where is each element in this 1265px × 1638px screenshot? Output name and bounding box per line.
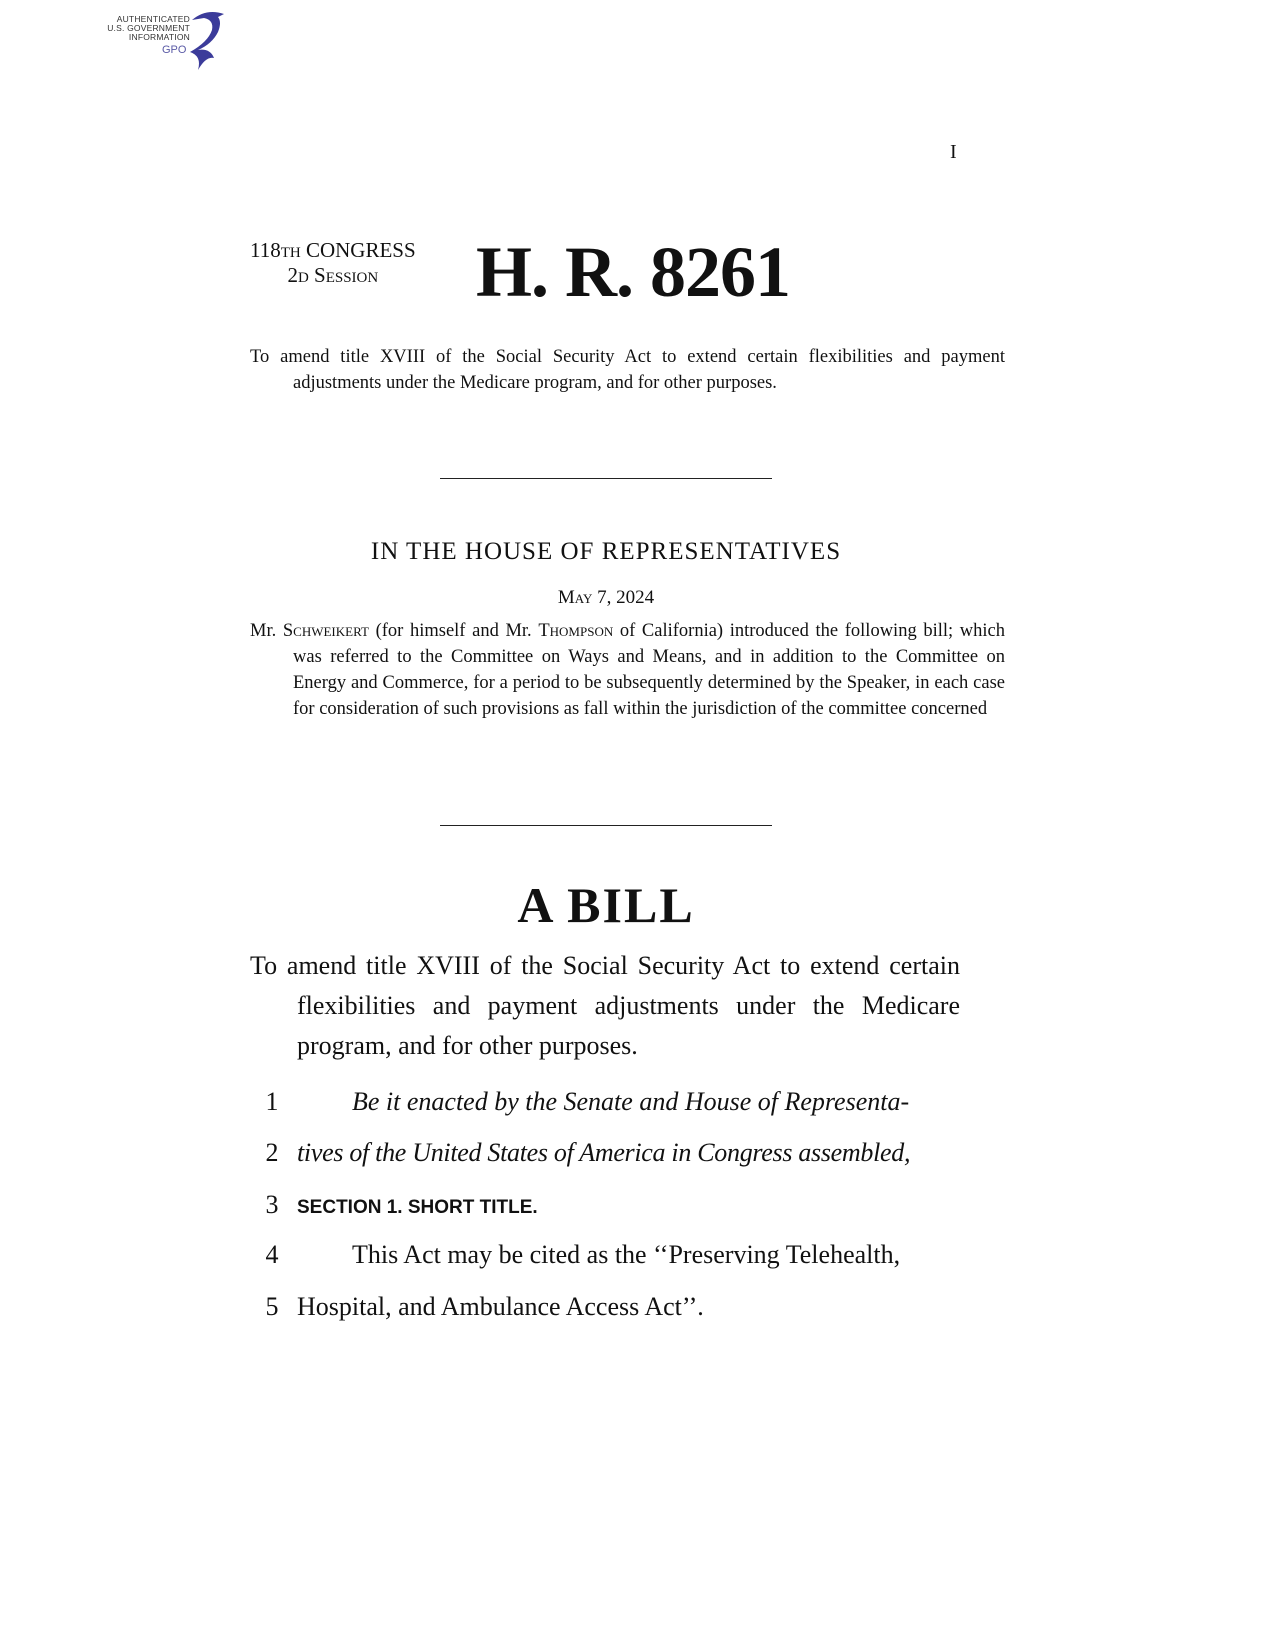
divider [440,478,772,479]
cosponsor-name: Thompson [538,621,614,641]
congress-session [250,238,416,288]
line-number: 5 [265,1292,279,1321]
line-number: 3 [265,1190,279,1219]
divider [440,825,772,826]
line-number: 1 [265,1087,279,1116]
bill-heading: A BILL [517,877,695,933]
bill-line [250,1087,962,1127]
bill-line [250,1240,962,1280]
logo-text: INFORMATION [128,32,190,42]
eagle-icon [184,8,230,72]
congress: 118th CONGRESS [250,238,416,262]
chamber: IN THE HOUSE OF REPRESENTATIVES [370,538,842,565]
logo-gpo: GPO [162,44,187,56]
bill-text: This Act may be cited as the ‘‘Preserving Telehealth, [352,1240,901,1269]
enacting-clause: tives of the United States of America in Congress assembled, [297,1138,911,1167]
line-number: 2 [265,1138,279,1167]
sponsor-name: Schweikert [282,621,369,641]
logo-text: AUTHENTICATED [116,14,190,24]
section-heading: SECTION 1. SHORT TITLE. [297,1197,538,1218]
bill-text: Hospital, and Ambulance Access Act’’. [297,1292,704,1321]
bill-line [250,1292,962,1332]
sponsor-text: (for himself and Mr. [368,621,539,641]
introduced-date: May 7, 2024 [557,587,655,608]
enacting-clause: Be it enacted by the Senate and House of Representa- [352,1087,910,1116]
short-title: To amend title XVIII of the Social Security Act to extend certain flexibilities and payment adjustments under the Medicare program, and for other purposes. [250,347,1005,393]
long-title: To amend title XVIII of the Social Security Act to extend certain flexibilities and payment adjustments under the Medicare program, and for other purposes. [250,951,960,1060]
session: 2d Session [287,263,379,287]
sponsor-statement [250,618,1005,722]
bill-number: H. R. 8261 [476,232,790,312]
page-marker: I [950,141,957,163]
line-number: 4 [265,1240,279,1269]
sponsor-prefix: Mr. [250,621,283,641]
bill-line [250,1138,962,1178]
bill-line [250,1190,962,1230]
gpo-authentication-logo [100,8,230,74]
sponsor-text: of California) introduced the following bill; which was referred to the Committee on Ways and Means, and in addition to the Committee on Energy and Commerce, for a period to be subsequently determined by the Speaker, in each case for consideration of such provisions as fall within the jurisdiction of the committee concerned [293,621,1006,719]
logo-text: U.S. GOVERNMENT [107,23,190,33]
